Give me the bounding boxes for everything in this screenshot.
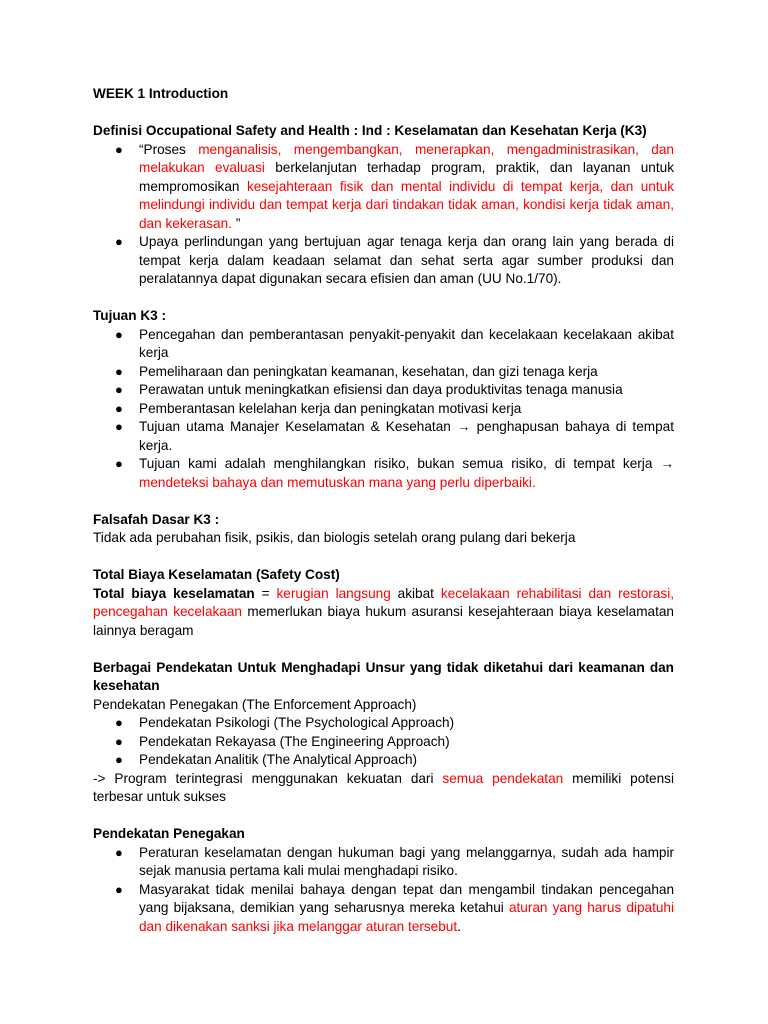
text-run: Masyarakat tidak menilai bahaya dengan tepat dan mengambil tindakan pencegahan yang bijaksana, demikian yang seharusnya mereka ketahui	[139, 881, 674, 915]
bullet-icon: ●	[115, 400, 123, 416]
pendekatan-list	[93, 714, 674, 770]
spacer	[93, 548, 674, 567]
highlighted-text: kerugian langsung	[276, 585, 391, 601]
penegakan-list	[93, 844, 674, 937]
text-run: berkelanjutan terhadap program, praktik, dan layanan untuk mempromosikan	[139, 160, 674, 194]
text-run: Total biaya keselamatan	[93, 585, 255, 601]
biaya-heading: Total Biaya Keselamatan (Safety Cost)	[93, 567, 340, 582]
text-run: Pemberantasan kelelahan kerja dan peningkatan motivasi kerja	[139, 400, 522, 416]
bullet-icon: ●	[115, 141, 123, 157]
text-run: ”	[231, 215, 241, 231]
text-run: Peraturan keselamatan dengan hukuman bagi yang melanggarnya, sudah ada hampir sejak manusia pertama kali mulai menghadapi risiko.	[139, 844, 674, 878]
falsafah-text: Tidak ada perubahan fisik, psikis, dan biologis setelah orang pulang dari bekerja	[93, 530, 576, 545]
bullet-icon: ●	[115, 715, 123, 730]
definisi-heading: Definisi Occupational Safety and Health : Ind : Keselamatan dan Kesehatan Kerja (K3)	[93, 123, 647, 138]
list-item	[115, 418, 674, 455]
highlighted-text: semua pendekatan	[442, 770, 564, 786]
spacer	[93, 104, 674, 123]
list-item	[115, 326, 674, 363]
text-run: Perawatan untuk meningkatkan efisiensi dan daya produktivitas tenaga manusia	[139, 382, 623, 397]
bullet-icon: ●	[115, 733, 123, 749]
pendekatan-conclusion	[93, 770, 674, 807]
biaya-paragraph	[93, 585, 674, 641]
highlighted-text: kesejahteraan fisik dan mental individu di tempat kerja, dan untuk melindungi individu dan tempat kerja dari tindakan tidak aman, kondisi kerja tidak aman, dan kekerasan.	[139, 178, 675, 231]
text-run: Pencegahan dan pemberantasan penyakit-penyakit dan kecelakaan kecelakaan akibat kerja	[139, 326, 674, 360]
pendekatan-heading: Berbagai Pendekatan Untuk Menghadapi Unsur yang tidak diketahui dari keamanan dan kesehatan	[93, 659, 674, 693]
list-item	[115, 881, 674, 937]
tujuan-heading: Tujuan K3 :	[93, 308, 166, 323]
spacer	[93, 640, 674, 659]
list-item	[115, 363, 674, 382]
list-item	[115, 381, 674, 400]
spacer	[93, 807, 674, 826]
text-run: =	[254, 585, 277, 601]
pendekatan-intro: Pendekatan Penegakan (The Enforcement Approach)	[93, 696, 417, 712]
list-item	[115, 844, 674, 881]
text-run: .	[457, 918, 461, 934]
bullet-icon: ●	[115, 752, 123, 767]
list-item	[115, 141, 675, 234]
bullet-icon: ●	[115, 326, 123, 342]
text-run: Pendekatan Psikologi (The Psychological Approach)	[139, 715, 455, 730]
bullet-icon: ●	[115, 234, 123, 249]
tujuan-list	[93, 326, 674, 493]
text-run: Upaya perlindungan yang bertujuan agar tenaga kerja dan orang lain yang berada di tempat kerja dalam keadaan selamat dan sehat serta agar sumber produksi dan peralatannya dapat digunakan secara efisien dan aman (UU No.1/70).	[139, 234, 674, 286]
text-run: Pemeliharaan dan peningkatan keamanan, kesehatan, dan gizi tenaga kerja	[139, 363, 598, 379]
text-run: Pendekatan Rekayasa (The Engineering Approach)	[139, 733, 450, 749]
bullet-icon: ●	[115, 456, 123, 471]
week-title: WEEK 1 Introduction	[93, 86, 229, 101]
list-item	[115, 455, 674, 492]
text-run: “Proses	[139, 141, 199, 157]
list-item	[115, 400, 674, 419]
text-run: -> Program terintegrasi menggunakan kekuatan dari	[93, 770, 443, 786]
list-item	[115, 714, 674, 733]
spacer	[93, 289, 674, 308]
spacer	[93, 492, 674, 511]
text-run: akibat	[390, 585, 441, 601]
bullet-icon: ●	[115, 419, 123, 434]
text-run: Tujuan kami adalah menghilangkan risiko, bukan semua risiko, di tempat kerja →	[139, 456, 674, 471]
list-item	[115, 233, 674, 289]
highlighted-text: aturan yang harus dipatuhi dan dikenakan sanksi jika melanggar aturan tersebut	[139, 900, 674, 934]
list-item	[115, 751, 674, 770]
text-run: Tujuan utama Manajer Keselamatan & Kesehatan → penghapusan bahaya di tempat kerja.	[139, 419, 674, 453]
falsafah-heading: Falsafah Dasar K3 :	[93, 511, 220, 527]
definisi-list	[93, 141, 674, 289]
bullet-icon: ●	[115, 363, 123, 379]
text-run: Pendekatan Analitik (The Analytical Approach)	[139, 752, 418, 767]
highlighted-text: kecelakaan rehabilitasi dan restorasi, pencegahan kecelakaan	[93, 585, 674, 619]
highlighted-text: menganalisis, mengembangkan, menerapkan, mengadministrasikan, dan melakukan evaluasi	[139, 141, 674, 175]
list-item	[115, 733, 674, 752]
highlighted-text: mendeteksi bahaya dan memutuskan mana yang perlu diperbaiki.	[139, 474, 536, 490]
bullet-icon: ●	[115, 844, 123, 860]
bullet-icon: ●	[115, 881, 123, 897]
text-run: memerlukan biaya hukum asuransi kesejahteraan biaya keselamatan lainnya beragam	[93, 604, 674, 638]
text-run: memiliki potensi terbesar untuk sukses	[93, 770, 674, 804]
penegakan-heading: Pendekatan Penegakan	[93, 826, 245, 841]
bullet-icon: ●	[115, 382, 123, 397]
